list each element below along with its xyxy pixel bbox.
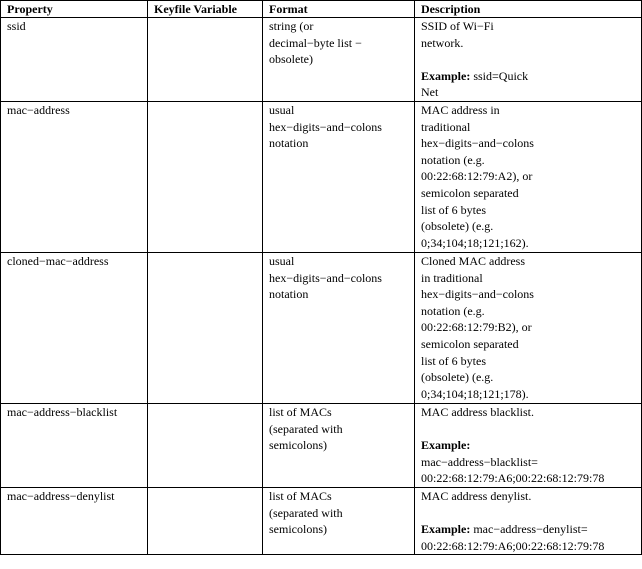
- property-cell: ssid: [1, 18, 148, 102]
- format-line: semicolons): [269, 522, 327, 537]
- format-line: notation: [269, 287, 309, 302]
- keyfile-cell: [148, 488, 263, 555]
- keyfile-cell: [148, 102, 263, 253]
- description-line: 0;34;104;18;121;178).: [421, 386, 529, 401]
- format-line: string (or: [269, 19, 314, 33]
- description-cell: [415, 488, 642, 555]
- description-line: 00:22:68:12:79:B2), or: [421, 320, 532, 335]
- keyfile-cell: [148, 404, 263, 488]
- format-cell: [263, 18, 415, 102]
- header-row: [1, 1, 642, 18]
- description-cell: [415, 102, 642, 253]
- description-line: SSID of Wi−Fi: [421, 19, 494, 33]
- format-line: (separated with: [269, 421, 343, 436]
- header-property: Property: [1, 1, 148, 18]
- header-keyfile-variable: Keyfile Variable: [148, 1, 263, 18]
- description-line: notation (e.g.: [421, 152, 485, 167]
- example-line: Net: [421, 85, 439, 100]
- description-line: (obsolete) (e.g.: [421, 219, 494, 234]
- format-line: list of MACs: [269, 405, 332, 419]
- format-line: semicolons): [269, 438, 327, 453]
- format-line: usual: [269, 254, 295, 268]
- description-line: (obsolete) (e.g.: [421, 370, 494, 385]
- format-cell: [263, 253, 415, 404]
- table-row: [1, 488, 642, 555]
- example-line: [421, 68, 635, 85]
- example-value: mac−address−denylist=: [470, 522, 588, 537]
- description-line: list of 6 bytes: [421, 353, 486, 368]
- format-cell: [263, 404, 415, 488]
- example-line: 00:22:68:12:79:A6;00:22:68:12:79:78: [421, 471, 605, 486]
- header-description: Description: [415, 1, 642, 18]
- example-line: [421, 437, 635, 454]
- description-cell: [415, 253, 642, 404]
- example-label: Example:: [421, 68, 471, 83]
- keyfile-cell: [148, 18, 263, 102]
- description-line: hex−digits−and−colons: [421, 136, 534, 151]
- format-line: (separated with: [269, 505, 343, 520]
- table-row: [1, 253, 642, 404]
- description-line: Cloned MAC address: [421, 254, 525, 268]
- table-row: [1, 404, 642, 488]
- table-row: [1, 18, 642, 102]
- example-label: Example:: [421, 438, 471, 453]
- property-cell: mac−address−denylist: [1, 488, 148, 555]
- example-label: Example:: [421, 522, 471, 537]
- description-cell: [415, 404, 642, 488]
- description-line: notation (e.g.: [421, 303, 485, 318]
- description-line: MAC address in: [421, 103, 500, 117]
- description-cell: [415, 18, 642, 102]
- header-format: Format: [263, 1, 415, 18]
- description-line: semicolon separated: [421, 336, 519, 351]
- format-line: list of MACs: [269, 489, 332, 503]
- keyfile-cell: [148, 253, 263, 404]
- property-cell: mac−address−blacklist: [1, 404, 148, 488]
- format-line: obsolete): [269, 52, 313, 67]
- format-line: hex−digits−and−colons: [269, 119, 382, 134]
- table-row: [1, 102, 642, 253]
- description-line: 0;34;104;18;121;162).: [421, 235, 529, 250]
- description-line: MAC address blacklist.: [421, 405, 534, 419]
- property-cell: cloned−mac−address: [1, 253, 148, 404]
- example-value: ssid=Quick: [470, 68, 529, 83]
- format-cell: [263, 488, 415, 555]
- example-line: [421, 521, 635, 538]
- format-line: notation: [269, 136, 309, 151]
- example-line: 00:22:68:12:79:A6;00:22:68:12:79:78: [421, 538, 605, 553]
- format-line: usual: [269, 103, 295, 117]
- description-line: 00:22:68:12:79:A2), or: [421, 169, 533, 184]
- description-line: traditional: [421, 119, 471, 134]
- property-cell: mac−address: [1, 102, 148, 253]
- example-line: mac−address−blacklist=: [421, 454, 538, 469]
- description-line: list of 6 bytes: [421, 202, 486, 217]
- description-line: network.: [421, 35, 464, 50]
- description-line: MAC address denylist.: [421, 489, 532, 503]
- format-line: hex−digits−and−colons: [269, 270, 382, 285]
- description-line: semicolon separated: [421, 185, 519, 200]
- format-cell: [263, 102, 415, 253]
- description-line: hex−digits−and−colons: [421, 287, 534, 302]
- format-line: decimal−byte list −: [269, 35, 362, 50]
- description-line: in traditional: [421, 270, 483, 285]
